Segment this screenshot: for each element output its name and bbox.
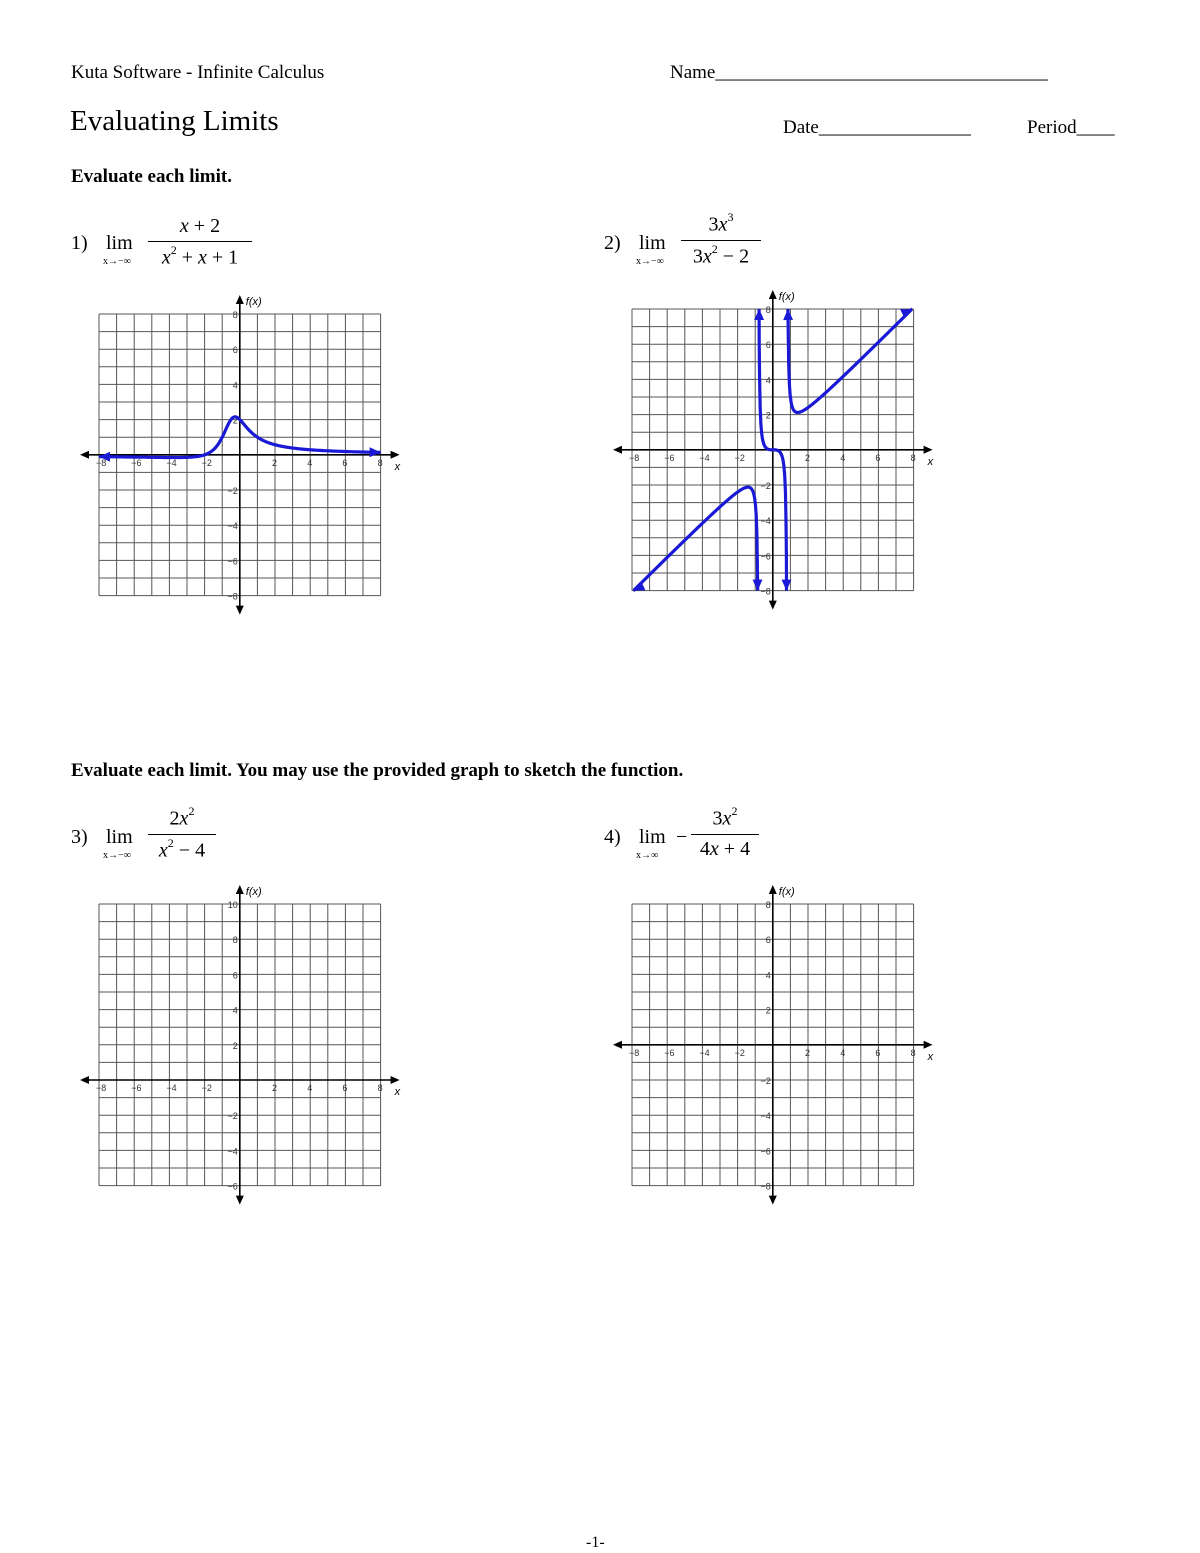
name-field[interactable]: Name___________________________________ — [670, 62, 1048, 83]
fraction — [148, 215, 252, 270]
x-tick-label: −2 — [201, 457, 212, 468]
y-tick-label: 8 — [232, 310, 238, 320]
x-tick-label: 2 — [272, 457, 278, 468]
worksheet-title: Evaluating Limits — [70, 105, 279, 137]
curve-arrowhead — [370, 447, 381, 457]
y-tick-label: 4 — [232, 1005, 238, 1016]
period-field[interactable]: Period____ — [1027, 117, 1115, 138]
x-tick-label: 6 — [875, 1047, 881, 1058]
x-axis-arrow — [80, 1076, 89, 1084]
page-number: -1- — [586, 1534, 605, 1551]
x-tick-label: −6 — [664, 452, 675, 463]
x-tick-label: −8 — [629, 452, 640, 463]
x-tick-label: −8 — [96, 1083, 107, 1093]
x-tick-label: 4 — [840, 452, 846, 463]
x-tick-label: 2 — [272, 1083, 278, 1093]
numerator: $3x^2$ — [712, 804, 738, 830]
graph-problem-1 — [80, 294, 400, 619]
limit-operator: lim — [106, 232, 133, 254]
x-tick-label: 8 — [377, 1083, 383, 1093]
x-axis-arrow — [391, 451, 400, 459]
denominator: 4x + 4 — [699, 837, 751, 860]
problem-number: 2) — [604, 232, 621, 254]
x-tick-label: 8 — [910, 452, 916, 463]
y-tick-label: −8 — [227, 591, 238, 602]
denominator: $x^2 - 4$ — [158, 835, 206, 862]
y-axis-arrow — [236, 295, 244, 304]
fraction — [691, 806, 759, 861]
y-tick-label: −8 — [760, 1181, 771, 1192]
x-tick-label: −4 — [166, 1083, 177, 1093]
graph-problem-3[interactable] — [80, 884, 400, 1209]
y-tick-label: −6 — [760, 1146, 771, 1157]
graph-problem-4[interactable] — [613, 884, 933, 1209]
y-tick-label: 8 — [232, 935, 238, 946]
x-tick-label: 2 — [805, 452, 811, 463]
y-axis-arrow — [769, 290, 777, 299]
x-axis-label: x — [927, 455, 934, 468]
x-axis-arrow — [613, 446, 622, 454]
limit-operator: lim — [106, 826, 133, 848]
y-tick-label: 6 — [232, 345, 238, 356]
y-tick-label: −8 — [760, 586, 771, 597]
date-field[interactable]: Date________________ — [783, 117, 971, 138]
numerator: $3x^3$ — [708, 210, 734, 236]
y-axis-arrow — [236, 885, 244, 894]
x-tick-label: −8 — [629, 1047, 640, 1058]
limit-operator: lim — [639, 826, 666, 848]
y-tick-label: −4 — [760, 1111, 771, 1122]
negative-sign: − — [676, 826, 688, 848]
x-axis-arrow — [924, 1041, 933, 1049]
x-tick-label: 2 — [805, 1047, 811, 1058]
y-tick-label: −4 — [227, 1146, 238, 1157]
y-tick-label: 8 — [765, 900, 771, 910]
y-tick-label: 8 — [765, 305, 771, 315]
x-tick-label: −8 — [96, 457, 107, 468]
y-tick-label: 2 — [765, 410, 771, 421]
y-axis-arrow — [236, 606, 244, 615]
limit-subscript: x→−∞ — [636, 256, 664, 267]
y-tick-label: −6 — [227, 1181, 238, 1192]
y-tick-label: −6 — [760, 551, 771, 562]
y-tick-label: −6 — [227, 556, 238, 567]
x-tick-label: 6 — [342, 1083, 348, 1093]
x-axis-label: x — [394, 1086, 401, 1098]
y-axis-arrow — [236, 1196, 244, 1205]
y-tick-label: −2 — [760, 1076, 771, 1086]
fraction-bar — [148, 834, 216, 835]
curve-arrowhead — [783, 309, 793, 320]
y-tick-label: 2 — [765, 1005, 771, 1016]
y-axis-arrow — [769, 601, 777, 610]
limit-subscript: x→−∞ — [103, 256, 131, 267]
x-tick-label: 4 — [840, 1047, 846, 1058]
x-tick-label: 8 — [377, 457, 383, 468]
y-tick-label: 2 — [232, 415, 238, 426]
x-axis-arrow — [613, 1041, 622, 1049]
y-axis-label: f(x) — [778, 886, 795, 898]
y-axis-label: f(x) — [245, 296, 262, 308]
numerator: x + 2 — [179, 215, 221, 237]
problem-number: 4) — [604, 826, 621, 848]
x-tick-label: 6 — [875, 452, 881, 463]
y-tick-label: 6 — [232, 970, 238, 981]
x-tick-label: 4 — [307, 1083, 313, 1093]
fraction-bar — [148, 241, 252, 242]
denominator: $3x^2 - 2$ — [692, 241, 750, 268]
graph-problem-2 — [613, 289, 933, 614]
x-tick-label: 8 — [910, 1047, 916, 1058]
x-tick-label: −2 — [734, 1047, 745, 1058]
section-instruction: Evaluate each limit. — [71, 166, 232, 187]
section-instruction: Evaluate each limit. You may use the provided graph to sketch the function. — [71, 760, 684, 781]
x-tick-label: −6 — [664, 1047, 675, 1058]
y-axis-arrow — [769, 885, 777, 894]
y-tick-label: −4 — [227, 521, 238, 532]
y-axis-label: f(x) — [245, 886, 262, 898]
x-axis-arrow — [391, 1076, 400, 1084]
y-tick-label: −2 — [227, 1111, 238, 1122]
x-axis-arrow — [924, 446, 933, 454]
limit-operator: lim — [639, 232, 666, 254]
x-tick-label: −4 — [166, 457, 177, 468]
y-tick-label: 6 — [765, 935, 771, 946]
y-tick-label: −2 — [760, 481, 771, 491]
x-tick-label: −6 — [131, 457, 142, 468]
x-tick-label: 4 — [307, 457, 313, 468]
y-tick-label: 2 — [232, 1040, 238, 1051]
y-tick-label: −4 — [760, 516, 771, 527]
y-tick-label: 4 — [765, 970, 771, 981]
denominator: $x^2 + x + 1$ — [161, 243, 239, 269]
x-axis-label: x — [927, 1050, 934, 1063]
y-axis-label: f(x) — [778, 291, 795, 303]
x-axis-label: x — [394, 460, 401, 473]
y-tick-label: 4 — [232, 380, 238, 391]
fraction — [681, 212, 761, 268]
numerator: $2x^2$ — [169, 804, 195, 830]
limit-subscript: x→−∞ — [103, 850, 131, 861]
x-tick-label: −2 — [734, 452, 745, 463]
x-axis-arrow — [80, 451, 89, 459]
publisher: Kuta Software - Infinite Calculus — [71, 62, 325, 83]
y-tick-label: 4 — [765, 375, 771, 386]
fraction-bar — [691, 834, 759, 835]
fraction — [148, 806, 216, 862]
y-tick-label: −2 — [227, 486, 238, 496]
y-tick-label: 10 — [227, 900, 238, 910]
problem-number: 3) — [71, 826, 88, 848]
limit-subscript: x→∞ — [636, 850, 659, 861]
y-tick-label: 6 — [765, 340, 771, 351]
x-tick-label: −4 — [699, 1047, 710, 1058]
problem-number: 1) — [71, 232, 88, 254]
x-tick-label: 6 — [342, 457, 348, 468]
y-axis-arrow — [769, 1196, 777, 1205]
x-tick-label: −6 — [131, 1083, 142, 1093]
fraction-bar — [681, 240, 761, 241]
x-tick-label: −4 — [699, 452, 710, 463]
x-tick-label: −2 — [201, 1083, 212, 1093]
